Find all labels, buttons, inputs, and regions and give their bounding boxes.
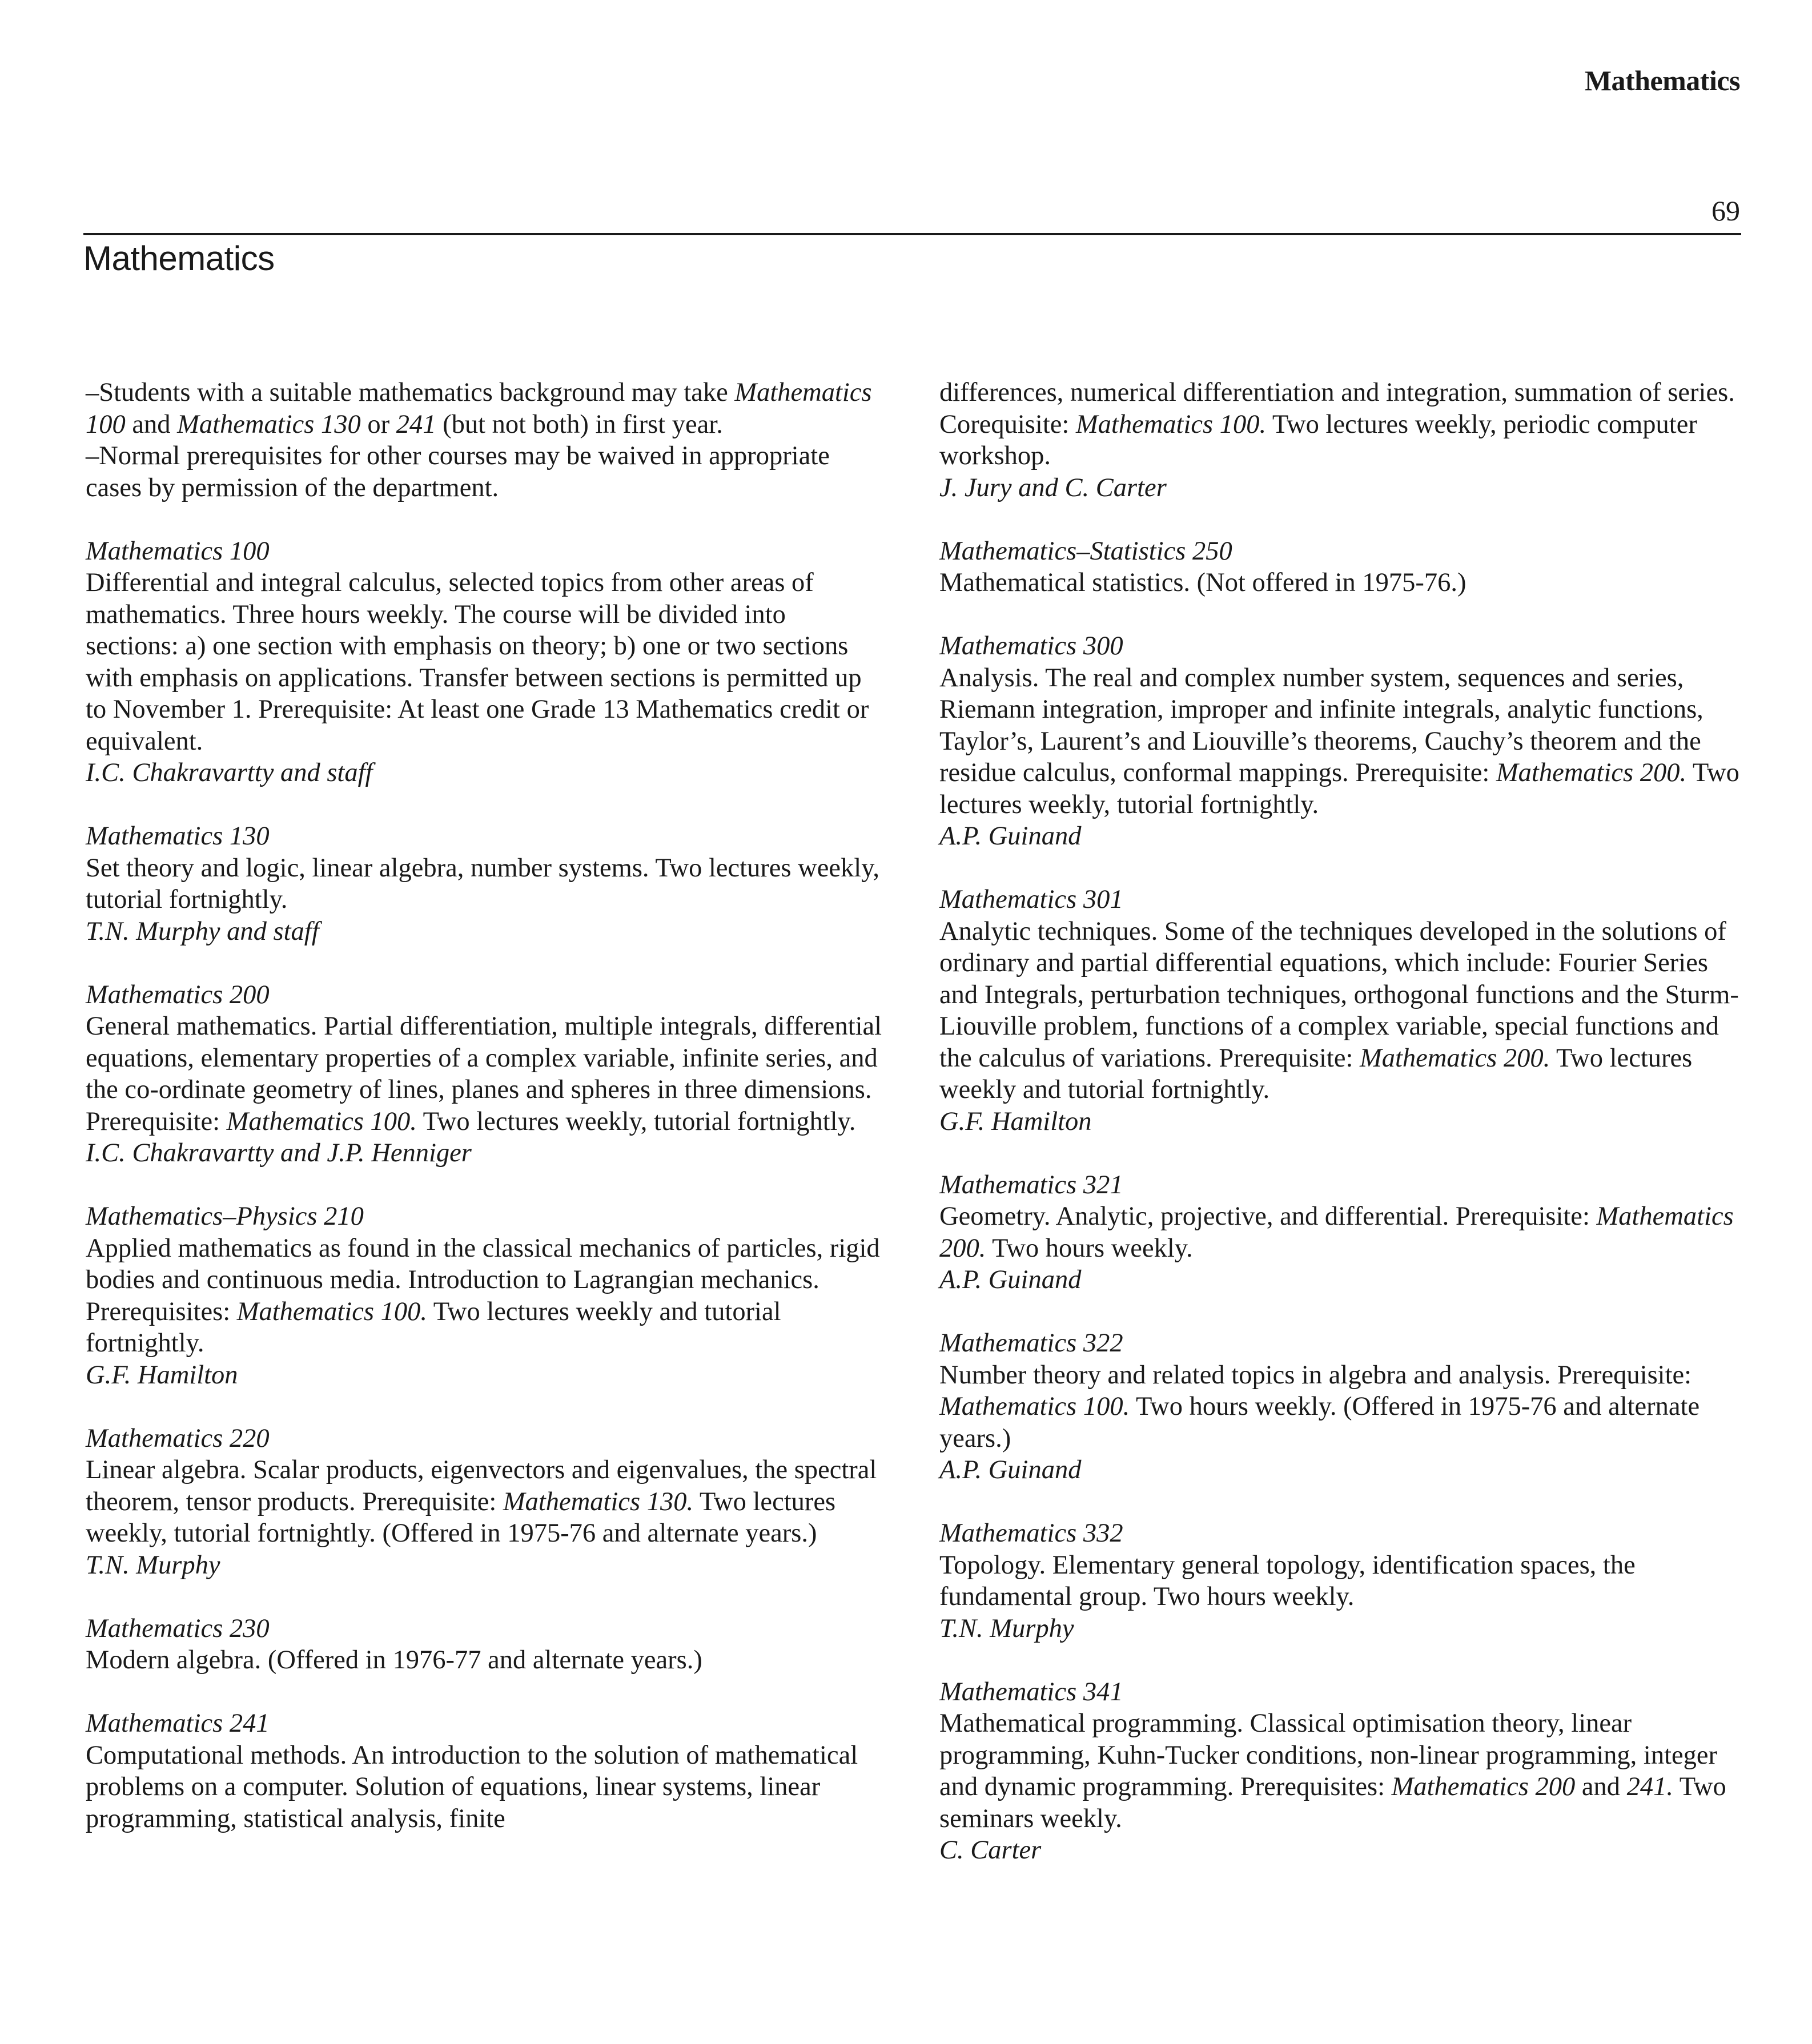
course-entry <box>86 536 885 789</box>
course-title: Mathematics 100 <box>86 536 270 566</box>
course-description: Linear algebra. Scalar products, eigenvectors and eigenvalues, the spectral theorem, tensor products. Prerequisite: Mathematics 130. Two lectures weekly, tutorial fortnightly. (Offered in 1975-76 and alternate years.) <box>86 1455 877 1548</box>
course-description: Analytic techniques. Some of the techniques developed in the solutions of ordinary and partial differential equations, which include: Fourier Series and Integrals, perturbation techniques, orthogonal functions and the Sturm-Liouville problem, functions of a complex variable, special functions and the calculus of variations. Prerequisite: Mathematics 200. Two lectures weekly and tutorial fortnightly. <box>939 916 1739 1104</box>
course-description: differences, numerical differentiation and integration, summation of series. Corequisite: Mathematics 100. Two lectures weekly, periodic computer workshop. <box>939 378 1735 470</box>
course-entry <box>86 1423 885 1582</box>
course-description: Mathematical programming. Classical optimisation theory, linear programming, Kuhn-Tucker conditions, non-linear programming, integer and dynamic programming. Prerequisites: Mathematics 200 and 241. Two seminars weekly. <box>939 1709 1726 1833</box>
course-instructor: I.C. Chakravartty and staff <box>86 758 373 787</box>
course-instructor: G.F. Hamilton <box>86 1360 238 1390</box>
course-instructor: T.N. Murphy <box>86 1550 220 1580</box>
course-entry <box>86 1708 885 1834</box>
course-instructor: I.C. Chakravartty and J.P. Henniger <box>86 1138 472 1168</box>
page-number: 69 <box>1711 195 1740 227</box>
course-entry <box>939 536 1750 599</box>
course-entry <box>86 820 885 947</box>
course-instructor: T.N. Murphy <box>939 1614 1074 1643</box>
course-description: General mathematics. Partial differentiation, multiple integrals, differential equations, elementary properties of a complex variable, infinite series, and the co-ordinate geometry of lines, planes and spheres in three dimensions. Prerequisite: Mathematics 100. Two lectures weekly, tutorial fortnightly. <box>86 1012 882 1136</box>
course-title: Mathematics 332 <box>939 1519 1123 1548</box>
course-description: Topology. Elementary general topology, identification spaces, the fundamental group. Two hours weekly. <box>939 1550 1636 1611</box>
course-title: Mathematics 130 <box>86 822 270 851</box>
course-entry <box>939 1676 1750 1866</box>
intro-note: –Students with a suitable mathematics background may take Mathematics 100 and Mathematics 130 or 241 (but not both) in first year. <box>86 378 872 439</box>
course-title: Mathematics 220 <box>86 1423 270 1453</box>
course-title: Mathematics 341 <box>939 1677 1123 1707</box>
course-description: Geometry. Analytic, projective, and differential. Prerequisite: Mathematics 200. Two hours weekly. <box>939 1202 1734 1263</box>
section-title: Mathematics <box>83 239 275 277</box>
course-title: Mathematics 230 <box>86 1614 270 1643</box>
course-description: Analysis. The real and complex number system, sequences and series, Riemann integration, improper and infinite integrals, analytic functions, Taylor’s, Laurent’s and Liouville’s theorems, Cauchy’s theorem and the residue calculus, conformal mappings. Prerequisite: Mathematics 200. Two lectures weekly, tutorial fortnightly. <box>939 663 1739 819</box>
course-title: Mathematics–Statistics 250 <box>939 536 1232 566</box>
course-instructor: T.N. Murphy and staff <box>86 916 319 946</box>
course-entry <box>939 1518 1750 1644</box>
course-entry <box>86 1613 885 1676</box>
right-column <box>939 377 1750 1866</box>
course-instructor: A.P. Guinand <box>939 1265 1082 1294</box>
course-instructor: A.P. Guinand <box>939 1455 1082 1484</box>
course-instructor: C. Carter <box>939 1836 1042 1865</box>
course-entry <box>939 630 1750 852</box>
left-column <box>86 377 885 1834</box>
course-entry <box>939 1169 1750 1296</box>
course-instructor: G.F. Hamilton <box>939 1107 1092 1136</box>
course-instructor: J. Jury and C. Carter <box>939 473 1167 502</box>
course-description: Modern algebra. (Offered in 1976-77 and alternate years.) <box>86 1645 702 1675</box>
course-title: Mathematics 321 <box>939 1170 1123 1200</box>
course-entry <box>86 979 885 1169</box>
course-title: Mathematics 301 <box>939 885 1123 914</box>
course-entry <box>939 884 1750 1137</box>
course-description: Number theory and related topics in algebra and analysis. Prerequisite: Mathematics 100. Two hours weekly. (Offered in 1975-76 and alternate years.) <box>939 1360 1700 1453</box>
header-rule <box>83 233 1741 235</box>
course-continuation <box>939 377 1750 504</box>
course-title: Mathematics 200 <box>86 980 270 1009</box>
course-title: Mathematics 300 <box>939 631 1123 661</box>
course-title: Mathematics 322 <box>939 1329 1123 1358</box>
intro-note: –Normal prerequisites for other courses may be waived in appropriate cases by permission of the department. <box>86 441 830 502</box>
course-description: Differential and integral calculus, selected topics from other areas of mathematics. Three hours weekly. The course will be divided into sections: a) one section with emphasis on theory; b) one or two sections with emphasis on applications. Transfer between sections is permitted up to November 1. Prerequisite: At least one Grade 13 Mathematics credit or equivalent. <box>86 568 869 756</box>
course-title: Mathematics–Physics 210 <box>86 1202 364 1231</box>
intro-notes <box>86 377 885 504</box>
running-head: Mathematics <box>1584 65 1740 96</box>
course-description: Computational methods. An introduction to the solution of mathematical problems on a computer. Solution of equations, linear systems, linear programming, statistical analysis, finite <box>86 1740 858 1833</box>
course-description: Set theory and logic, linear algebra, number systems. Two lectures weekly, tutorial fortnightly. <box>86 853 880 914</box>
left-course-list <box>86 536 885 1835</box>
course-entry <box>86 1201 885 1391</box>
course-instructor: A.P. Guinand <box>939 822 1082 851</box>
course-description: Mathematical statistics. (Not offered in 1975-76.) <box>939 568 1467 597</box>
course-entry <box>939 1327 1750 1486</box>
course-title: Mathematics 241 <box>86 1709 270 1738</box>
course-description: Applied mathematics as found in the classical mechanics of particles, rigid bodies and continuous media. Introduction to Lagrangian mechanics. Prerequisites: Mathematics 100. Two lectures weekly and tutorial fortnightly. <box>86 1233 880 1358</box>
right-course-list <box>939 536 1750 1866</box>
